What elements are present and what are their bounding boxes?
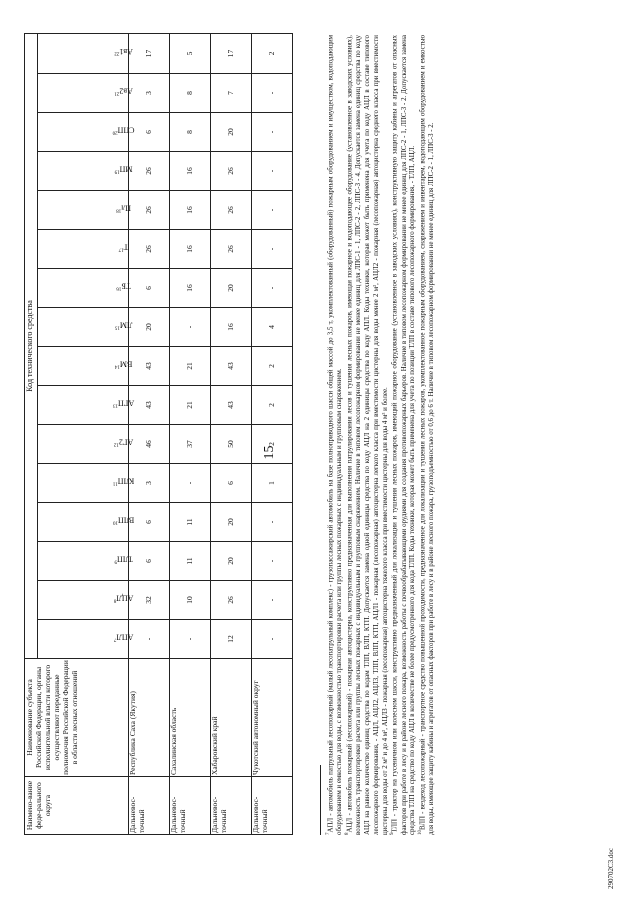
footnote-ref: 18: [116, 207, 122, 213]
code-column-header: [38, 347, 133, 386]
code-name: Ав1: [119, 47, 133, 57]
district-cell: Дальневос-точный: [211, 777, 252, 835]
table-row: [211, 33, 252, 834]
footnote-ref: 12: [113, 441, 119, 447]
code-name: ВМ: [119, 359, 133, 369]
footnote-number: 8: [344, 832, 350, 835]
footnote-text: ВЛП - вездеход лесопожарный - транспортное средство повышенной проходимости, предназначенное для локализации и тушения лесных пожаров, укомплектованное пожарным оборудованием, снаряжением и инвентарем, водоподающим оборудованием и емкостью для воды, имеющее защиту кабины и агрегатов от опасных факторов при работе в лесу и в районе лесного пожара, грузоподъемностью от 0,6 до 6 т. Наличие в типовом лесопожарном формировании не менее единиц для ЛПС-2 - 1, ЛПС-3 - 2.: [419, 35, 436, 835]
footnote-ref: 7: [113, 636, 117, 642]
value-cell: -: [129, 620, 170, 659]
footnote: [418, 35, 437, 835]
value-cell: 4: [252, 308, 293, 347]
value-cell: 20: [211, 269, 252, 308]
code-name: СПП: [117, 125, 135, 135]
value-cell: 26: [129, 152, 170, 191]
footnotes: [320, 35, 437, 835]
value-cell: 20: [211, 113, 252, 152]
footnote-number: 9: [390, 832, 396, 835]
value-cell: 2: [252, 33, 293, 73]
code-column-header: [38, 308, 133, 347]
value-cell: 16: [211, 308, 252, 347]
value-cell: 1: [252, 464, 293, 503]
footnote-ref: 14: [114, 363, 120, 369]
footnote-ref: 19: [114, 168, 120, 174]
value-cell: -: [252, 620, 293, 659]
value-cell: 7: [211, 74, 252, 113]
code-name: АПЛ: [116, 632, 134, 642]
district-cell: Дальневос-точный: [252, 777, 293, 835]
footnote-ref: 21: [114, 90, 120, 96]
footnote-ref: 22: [114, 50, 120, 56]
code-column-header: [38, 464, 135, 503]
code-label: [106, 476, 140, 485]
value-cell: 20: [211, 503, 252, 542]
value-cell: 43: [211, 347, 252, 386]
district-cell: Дальневос-точный: [170, 777, 211, 835]
value-cell: -: [170, 464, 211, 503]
code-column-header: [38, 230, 129, 269]
code-name: ВЛП: [117, 515, 135, 525]
value-cell: 2: [252, 386, 293, 425]
footnote-ref: 17: [118, 246, 124, 252]
value-cell: 26: [211, 230, 252, 269]
code-label: [106, 320, 140, 329]
value-cell: 16: [170, 152, 211, 191]
footnote-text: ТЛП - трактор на гусеничном или колесном шасси, конструктивно предназначенный для локализации и тушения лесных пожаров, имеющий пожарное оборудование (установленное в заводских условиях), конструктивную защиту кабины и агрегатов от опасных факторов при работе в лесу и в районе лесного пожара, возможность работы с почвообрабатывающими орудиями для создания противопожарных барьеров. Наличие в типовом лесопожарном формировании не менее единиц для ЛПС-2 - 1, ЛПС-3 - 2. Допускается замена средства ТЛП на средство по коду АЦЛ в количестве не более предусмотренного для кода ТЛП. Коды техники, которая может быть применена для учета по позиции ТЛП в составе типового лесопожарного формирования, - ТЛП, АЦЛ.: [391, 35, 417, 835]
header-federal-district: Наимено-вание феде-рального округа: [25, 777, 129, 835]
value-cell: 17: [129, 33, 170, 73]
value-cell: -: [252, 152, 293, 191]
value-cell: 8: [170, 113, 211, 152]
value-cell: 12: [211, 620, 252, 659]
value-cell: 3: [129, 74, 170, 113]
code-name: ТБ: [121, 281, 131, 291]
code-label: [106, 437, 140, 446]
code-label: [106, 554, 140, 563]
code-column-header: [38, 74, 133, 113]
value-cell: -: [170, 308, 211, 347]
value-cell: 37: [170, 425, 211, 464]
value-cell: 3: [129, 464, 170, 503]
value-cell: 11: [170, 542, 211, 581]
code-label: [106, 632, 140, 641]
subject-cell: Хабаровский край: [211, 659, 252, 777]
value-cell: 43: [129, 386, 170, 425]
value-cell: 10: [170, 581, 211, 620]
code-column-header: [38, 113, 135, 152]
footnote: [345, 35, 390, 835]
code-name: ТЛП: [116, 554, 133, 564]
footnote-ref: 13: [112, 402, 118, 408]
code-label: [106, 164, 140, 173]
value-cell: 6: [129, 503, 170, 542]
value-cell: 6: [129, 542, 170, 581]
code-name: ЛМ: [119, 320, 133, 330]
value-cell: 2: [252, 425, 293, 464]
code-column-header: [38, 269, 129, 308]
code-label: [106, 398, 140, 407]
value-cell: 16: [170, 269, 211, 308]
value-cell: 6: [129, 269, 170, 308]
value-cell: 26: [211, 152, 252, 191]
table-row: [170, 33, 211, 834]
code-label: [106, 125, 140, 134]
value-cell: 26: [211, 581, 252, 620]
code-column-header: [38, 386, 134, 425]
table-row: [129, 33, 170, 834]
value-cell: -: [252, 191, 293, 230]
footnote-number: 7: [326, 832, 331, 835]
header-equipment-code: Код технического средства: [25, 33, 38, 658]
code-name: АГП: [117, 398, 134, 408]
value-cell: -: [170, 620, 211, 659]
code-column-header: [38, 542, 133, 581]
subject-cell: Сахалинская область: [170, 659, 211, 777]
code-label: [106, 47, 141, 56]
footnote-ref: 8: [113, 597, 117, 603]
subject-cell: Республика Саха (Якутия): [129, 659, 170, 777]
value-cell: 6: [211, 464, 252, 503]
code-label: [106, 281, 140, 290]
code-name: Ав2: [119, 86, 133, 96]
code-column-header: [38, 152, 133, 191]
value-cell: 21: [170, 347, 211, 386]
code-label: [106, 515, 140, 524]
code-label: [106, 203, 140, 212]
value-cell: 5: [170, 33, 211, 73]
footnote-list: [326, 35, 437, 835]
value-cell: 20: [129, 308, 170, 347]
value-cell: -: [252, 113, 293, 152]
footnote-number: 10: [418, 830, 424, 835]
footnote-text: АЦЛ - автомобиль пожарный (лесопожарный) - пожарная автоцистерна, конструктивно предназначенная для выполнения патрулирования лесов и тушения лесных пожаров, имеющая пожарное и водоподающее оборудование (установленное в заводских условиях), возможность транспортировки расчета или группы лесных пожарных с индивидуальным и групповым снаряжением. Наличие в типовом лесопожарном формировании не менее единиц для ЛПС-1 - 1, ЛПС-2 - 2, ЛПС-3 - 4. Допускается замена единиц средства по коду АЦЛ на равное количество единиц средства по кодам ТЛП, ВЛП, КТП. Допускается замена одной единицы средства по коду АЦЛ на 2 единицы средства по коду АПЛ. Коды техники, которая может быть применена для учета по коду АЦЛ в составе типового лесопожарного формирования, - АЦЛ, АЦЛ2, АЦЛЗ, ТЛП, ВЛП, КТП, АЦЛ1 - пожарная (лесопожарная) автоцистерна легкого класса при вместимости цистерны для воды менее 2 м³, АЦЛ2 - пожарная (лесопожарная) автоцистерна среднего класса при вместимости цистерны для воды от 2 м³ и до 4 м³, АЦЛЗ - пожарная (лесопожарная) автоцистерна тяжелого класса при вместимости цистерны для воды 4 м³ и более.: [346, 35, 389, 835]
code-label: [106, 593, 140, 602]
value-cell: -: [252, 230, 293, 269]
value-cell: -: [252, 581, 293, 620]
code-name: КЛП: [117, 476, 135, 486]
value-cell: 26: [211, 191, 252, 230]
code-label: [106, 86, 140, 95]
value-cell: 11: [170, 503, 211, 542]
code-column-header: [38, 581, 134, 620]
value-cell: 16: [170, 191, 211, 230]
value-cell: 50: [211, 425, 252, 464]
value-cell: 32: [129, 581, 170, 620]
equipment-table: [24, 33, 293, 835]
district-cell: Дальневос-точный: [129, 777, 170, 835]
header-subject: Наименование субъекта Российской Федерации, органы исполнительной власти которого осуществляют переданные полномочия Российской Федерации в области лесных отношений: [25, 659, 129, 777]
value-cell: 43: [211, 386, 252, 425]
code-column-header: [38, 33, 133, 73]
value-cell: 6: [129, 113, 170, 152]
value-cell: 20: [211, 542, 252, 581]
value-cell: 8: [170, 74, 211, 113]
code-label: [106, 242, 140, 251]
value-cell: -: [252, 542, 293, 581]
code-name: АГ2: [118, 437, 134, 447]
value-cell: 46: [129, 425, 170, 464]
code-column-header: [38, 620, 134, 659]
footnote-ref: 11: [112, 480, 118, 486]
code-name: Т: [123, 242, 129, 252]
code-column-header: [38, 191, 129, 230]
code-name: МП: [119, 164, 133, 174]
value-cell: -: [252, 74, 293, 113]
footnote-rule: [320, 765, 321, 835]
footnote-ref: 10: [112, 519, 118, 525]
subject-cell: Чукотский автономный округ: [252, 659, 293, 777]
code-column-header: [38, 503, 135, 542]
footnote: [326, 35, 345, 835]
value-cell: 43: [129, 347, 170, 386]
code-name: Пл: [121, 203, 131, 213]
document-id: 290702С3.doc: [607, 847, 615, 889]
footnote-ref: 15: [114, 324, 120, 330]
code-column-header: [38, 425, 134, 464]
value-cell: 17: [211, 33, 252, 73]
value-cell: 26: [129, 230, 170, 269]
value-cell: 26: [129, 191, 170, 230]
footnote: [390, 35, 418, 835]
code-label: [106, 359, 140, 368]
value-cell: 21: [170, 386, 211, 425]
footnote-text: АПЛ - автомобиль патрульный лесопожарный (малый лесопатрульный комплекс) - грузопассажирский автомобиль на базе полноприводного шасси общей массой до 3,5 т, укомплектованный (оборудованный) пожарным оборудованием и имуществом, водоподающим оборудованием и емкостью для воды, с возможностью транспортировки расчета или группы лесных пожарных с индивидуальным и групповым снаряжением.: [327, 35, 344, 835]
footnote-ref: 16: [116, 285, 122, 291]
value-cell: -: [252, 269, 293, 308]
page-number: 15: [262, 445, 277, 460]
footnote-ref: 9: [114, 558, 117, 564]
code-name: АЦЛ: [116, 593, 134, 603]
footnote-ref: 20: [112, 129, 118, 135]
value-cell: -: [252, 503, 293, 542]
value-cell: 2: [252, 347, 293, 386]
value-cell: 16: [170, 230, 211, 269]
